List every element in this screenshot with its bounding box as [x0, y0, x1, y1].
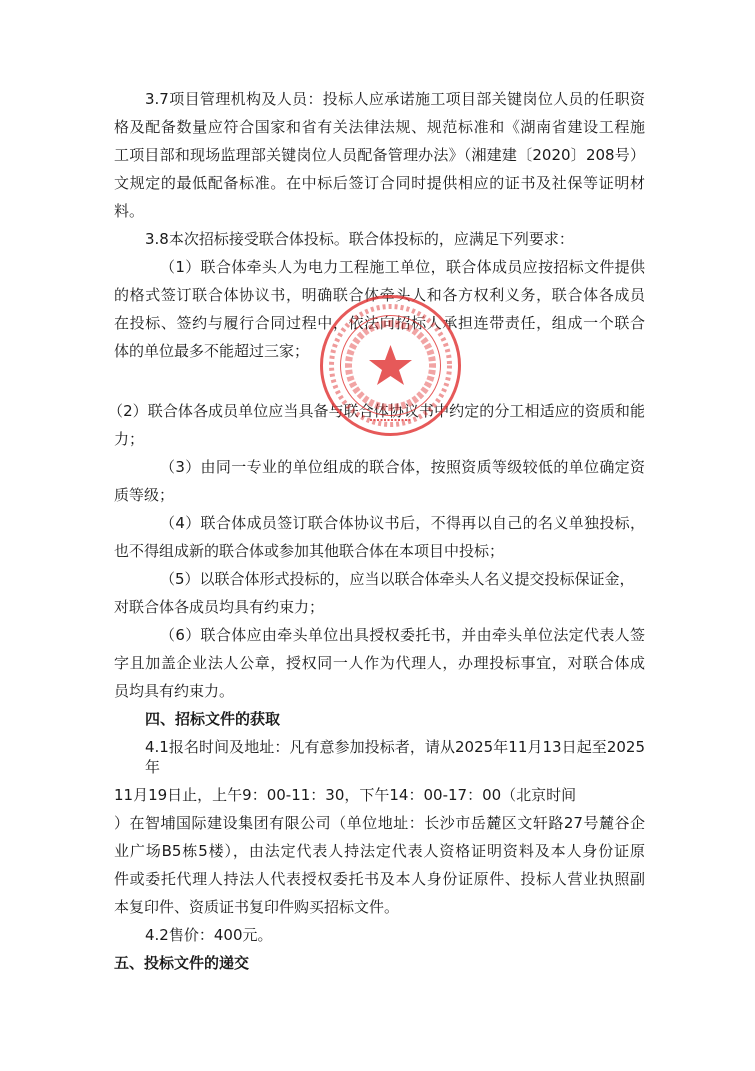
text-line: 质等级；: [114, 486, 175, 504]
text-line: 的格式签订联合体协议书，明确联合体牵头人和各方权利义务，联合体各成员: [114, 286, 645, 304]
text-line: 文规定的最低配备标准。在中标后签订合同时提供相应的证书及社保等证明材: [114, 174, 645, 192]
paragraph-4-2: 4.2售价：400元。: [145, 926, 273, 944]
item-5: （5）以联合体形式投标的，应当以联合体牵头人名义提交投标保证金，: [160, 570, 635, 588]
text-line: 料。: [114, 202, 145, 220]
item-2: （2）联合体各成员单位应当具备与联合体协议书中约定的分工相适应的资质和能: [108, 402, 645, 420]
text-line: 体的单位最多不能超过三家；: [114, 342, 310, 360]
text-line: ）在智埔国际建设集团有限公司（单位地址：长沙市岳麓区文轩路27号麓谷企: [114, 814, 645, 832]
text-line: 件或委托代理人持法人代表授权委托书及本人身份证原件、投标人营业执照副: [114, 870, 645, 888]
text-line: 对联合体各成员均具有约束力；: [114, 598, 325, 616]
text-line: 11月19日止，上午9：00-11：30，下午14：00-17：00（北京时间: [114, 786, 577, 804]
text-line: 字且加盖企业法人公章，授权同一人作为代理人，办理投标事宜，对联合体成: [114, 654, 645, 672]
section-heading-5: 五、投标文件的递交: [114, 954, 250, 972]
paragraph-4-1: 4.1报名时间及地址：凡有意参加投标者，请从2025年11月13日起至2025年: [145, 738, 645, 776]
section-heading-4: 四、招标文件的获取: [145, 710, 281, 728]
paragraph-3-7: 3.7项目管理机构及人员：投标人应承诺施工项目部关键岗位人员的任职资: [145, 90, 645, 108]
item-1: （1）联合体牵头人为电力工程施工单位，联合体成员应按招标文件提供: [160, 258, 645, 276]
text-line: 格及配备数量应符合国家和省有关法律法规、规范标准和《湖南省建设工程施: [114, 118, 645, 136]
item-6: （6）联合体应由牵头单位出具授权委托书，并由牵头单位法定代表人签: [160, 626, 645, 644]
text-line: 工项目部和现场监理部关键岗位人员配备管理办法》（湘建建〔2020〕208号）: [114, 146, 645, 164]
item-4: （4）联合体成员签订联合体协议书后，不得再以自己的名义单独投标，: [160, 514, 645, 532]
text-line: 本复印件、资质证书复印件购买招标文件。: [114, 898, 400, 916]
document-page: [108, 89, 645, 981]
paragraph-3-8: 3.8本次招标接受联合体投标。联合体投标的，应满足下列要求：: [145, 230, 574, 248]
text-line: 业广场B5栋5楼），由法定代表人持法定代表人资格证明资料及本人身份证原: [114, 842, 645, 860]
text-line: 员均具有约束力。: [114, 682, 235, 700]
text-line: 力；: [114, 430, 145, 448]
item-3: （3）由同一专业的单位组成的联合体，按照资质等级较低的单位确定资: [160, 458, 645, 476]
text-line: 在投标、签约与履行合同过程中，依法向招标人承担连带责任，组成一个联合: [114, 314, 645, 332]
text-line: 也不得组成新的联合体或参加其他联合体在本项目中投标；: [114, 542, 505, 560]
